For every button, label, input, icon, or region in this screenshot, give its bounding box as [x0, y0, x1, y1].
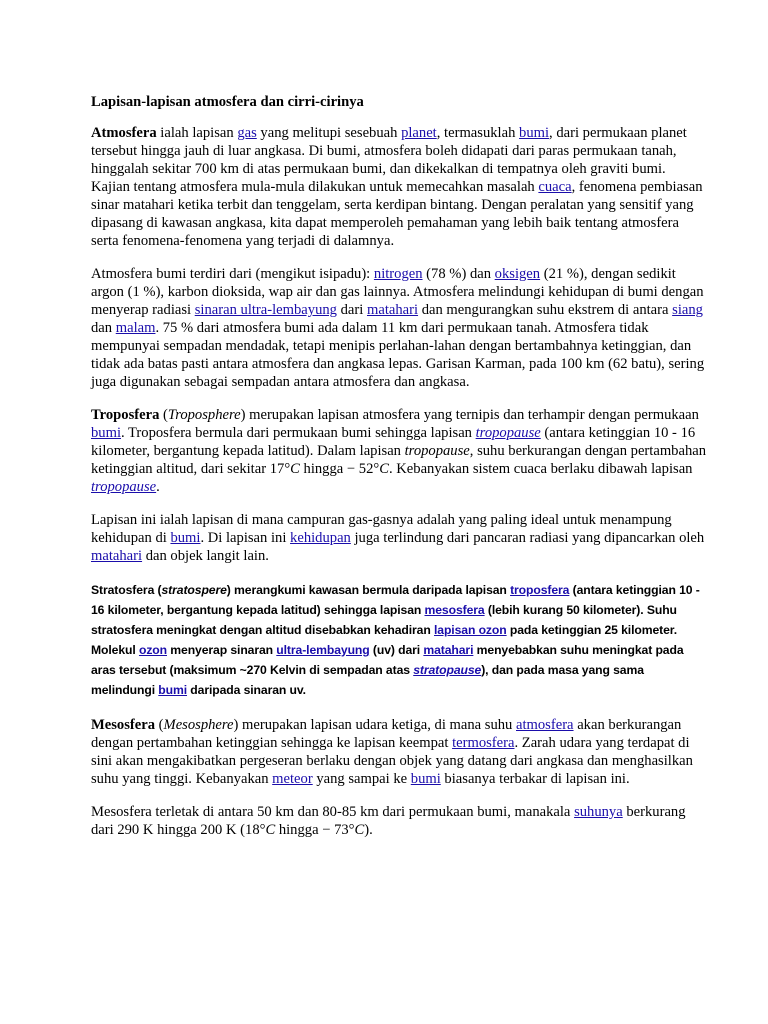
- text-run: berkurang dari 290 K hingga 200 K (18°: [91, 804, 686, 838]
- text-run: menyebabkan suhu meningkat pada aras tersebut (maksimum ~270 Kelvin di sempadan atas: [91, 643, 684, 677]
- paragraph: [91, 580, 708, 700]
- text-run: (: [155, 717, 164, 733]
- text-run: . Kebanyakan sistem cuaca berlaku dibawah lapisan: [388, 461, 693, 477]
- paragraph: [91, 124, 708, 250]
- link-tropopause[interactable]: tropopause: [91, 479, 157, 495]
- text-run: C: [265, 822, 276, 838]
- link-nitrogen[interactable]: nitrogen: [373, 266, 423, 282]
- text-run: Mesosfera terletak di antara 50 km dan 80-85 km dari permukaan bumi, manakala: [91, 804, 575, 820]
- bold-term: Atmosfera: [91, 125, 157, 141]
- paragraph: [91, 265, 708, 391]
- text-run: hingga − 52°: [299, 461, 380, 477]
- link-malam[interactable]: malam: [115, 320, 156, 336]
- text-run: . Zarah udara yang terdapat di sini akan mengakibatkan pergeseran berlaku dengan objek yang datang dari angkasa dan menghasilkan suhu yang tinggi. Kebanyakan: [91, 735, 693, 787]
- link-bumi[interactable]: bumi: [170, 530, 201, 546]
- text-run: (: [159, 407, 168, 423]
- link-bumi[interactable]: bumi: [519, 125, 550, 141]
- text-run: (21 %), dengan sedikit argon (1 %), karbon dioksida, wap air dan gas lainnya. Atmosfera melindungi kehidupan di bumi dengan menyerap radiasi: [91, 266, 704, 318]
- text-run: yang sampai ke: [312, 771, 411, 787]
- link-suhunya[interactable]: suhunya: [574, 804, 623, 820]
- link-matahari[interactable]: matahari: [366, 302, 419, 318]
- link-siang[interactable]: siang: [672, 302, 703, 318]
- link-mesosfera[interactable]: mesosfera: [424, 603, 485, 617]
- text-run: Mesosphere: [163, 717, 234, 733]
- text-run: stratospere: [161, 583, 227, 597]
- link-kehidupan[interactable]: kehidupan: [290, 530, 351, 546]
- text-run: Lapisan ini ialah lapisan di mana campuran gas-gasnya adalah yang paling ideal untuk menampung kehidupan di: [91, 512, 672, 546]
- text-run: . Di lapisan ini: [200, 530, 291, 546]
- link-atmosfera[interactable]: atmosfera: [516, 717, 574, 733]
- text-run: (78 %) dan: [422, 266, 495, 282]
- paragraph: [91, 511, 708, 565]
- link-lapisan-ozon[interactable]: lapisan ozon: [434, 623, 507, 637]
- link-bumi[interactable]: bumi: [410, 771, 441, 787]
- link-stratopause[interactable]: stratopause: [413, 663, 482, 677]
- text-run: biasanya terbakar di lapisan ini.: [440, 771, 630, 787]
- text-run: dan mengurangkan suhu ekstrem di antara: [418, 302, 673, 318]
- text-run: dan objek langit lain.: [142, 548, 269, 564]
- link-gas[interactable]: gas: [237, 125, 257, 141]
- link-bumi[interactable]: bumi: [91, 425, 121, 441]
- link-planet[interactable]: planet: [401, 125, 437, 141]
- text-run: dan: [91, 320, 116, 336]
- text-run: Stratosfera (: [91, 583, 162, 597]
- text-run: yang melitupi sesebuah: [256, 125, 402, 141]
- document-body: [91, 124, 708, 839]
- paragraph: [91, 406, 708, 496]
- text-run: , termasuklah: [436, 125, 520, 141]
- link-oksigen[interactable]: oksigen: [494, 266, 541, 282]
- text-run: dari: [336, 302, 367, 318]
- text-run: . Troposfera bermula dari permukaan bumi sehingga lapisan: [121, 425, 476, 441]
- link-meteor[interactable]: meteor: [272, 771, 313, 787]
- text-run: tropopause: [404, 443, 470, 459]
- text-run: menyerap sinaran: [167, 643, 277, 657]
- text-run: C: [379, 461, 389, 477]
- text-run: , suhu berkurangan dengan pertambahan ketinggian altitud, dari sekitar 17°: [91, 443, 707, 477]
- text-run: (antara ketinggian 10 - 16 kilometer, bergantung kepada latitud). Dalam lapisan: [91, 425, 696, 459]
- text-run: C: [290, 461, 300, 477]
- link-cuaca[interactable]: cuaca: [538, 179, 572, 195]
- link-troposfera[interactable]: troposfera: [510, 583, 570, 597]
- text-run: ), dan pada masa yang sama melindungi: [91, 663, 644, 697]
- text-run: (uv) dari: [369, 643, 424, 657]
- text-run: Atmosfera bumi terdiri dari (mengikut isipadu):: [91, 266, 374, 282]
- link-termosfera[interactable]: termosfera: [452, 735, 515, 751]
- text-run: pada ketinggian 25 kilometer. Molekul: [91, 623, 678, 657]
- bold-term: Mesosfera: [91, 717, 156, 733]
- link-bumi[interactable]: bumi: [158, 683, 188, 697]
- text-run: ).: [364, 822, 373, 838]
- text-run: (lebih kurang 50 kilometer). Suhu stratosfera meningkat dengan altitud disebabkan kehadiran: [91, 603, 677, 637]
- text-run: ) merupakan lapisan udara ketiga, di mana suhu: [233, 717, 516, 733]
- text-run: daripada sinaran uv.: [187, 683, 306, 697]
- text-run: , fenomena pembiasan sinar matahari ketika terbit dan tenggelam, serta kerdipan bintang. Dengan peralatan yang sensitif yang dipasang di kawasan angkasa, kita dapat memperoleh pemahaman yang lebih baik tentang atmosfera serta fenomena-fenomena yang terjadi di dalamnya.: [91, 179, 703, 249]
- link-ultra-lembayung[interactable]: ultra-lembayung: [276, 643, 370, 657]
- text-run: ) merangkumi kawasan bermula daripada lapisan: [226, 583, 511, 597]
- text-run: (antara ketinggian 10 - 16 kilometer, bergantung kepada latitud) sehingga lapisan: [91, 583, 700, 617]
- link-matahari[interactable]: matahari: [423, 643, 474, 657]
- text-run: ialah lapisan: [156, 125, 238, 141]
- bold-term: Troposfera: [91, 407, 160, 423]
- paragraph: [91, 803, 708, 839]
- link-matahari[interactable]: matahari: [91, 548, 143, 564]
- text-run: . 75 % dari atmosfera bumi ada dalam 11 km dari permukaan tanah. Atmosfera tidak mempunyai sempadan mendadak, tetapi menipis perlahan-lahan dengan bertambahnya ketinggian, dan tidak ada batas pasti antara atmosfera dan angkasa lepas. Garisan Karman, pada 100 km (62 batu), sering juga digunakan sebagai sempadan antara atmosfera dan angkasa.: [91, 320, 705, 390]
- paragraph: [91, 716, 708, 788]
- text-run: juga terlindung dari pancaran radiasi yang dipancarkan oleh: [350, 530, 705, 546]
- link-sinaran-ultra-lembayung[interactable]: sinaran ultra-lembayung: [194, 302, 337, 318]
- text-run: hingga − 73°: [275, 822, 355, 838]
- text-run: Troposphere: [167, 407, 241, 423]
- text-run: C: [354, 822, 365, 838]
- document-title: Lapisan-lapisan atmosfera dan cirri-cirinya: [91, 94, 364, 110]
- text-run: akan berkurangan dengan pertambahan ketinggian sehingga ke lapisan keempat: [91, 717, 682, 751]
- link-ozon[interactable]: ozon: [138, 643, 167, 657]
- text-run: .: [156, 479, 160, 495]
- link-tropopause[interactable]: tropopause: [475, 425, 541, 441]
- text-run: ) merupakan lapisan atmosfera yang ternipis dan terhampir dengan permukaan: [240, 407, 699, 423]
- text-run: , dari permukaan planet tersebut hingga jauh di luar angkasa. Di bumi, atmosfera boleh didapati dari paras permukaan tanah, hinggalah sekitar 700 km di atas permukaan bumi, dan dikekalkan di tempatnya oleh graviti bumi. Kajian tentang atmosfera mula-mula dilakukan untuk memecahkan masalah: [91, 125, 687, 195]
